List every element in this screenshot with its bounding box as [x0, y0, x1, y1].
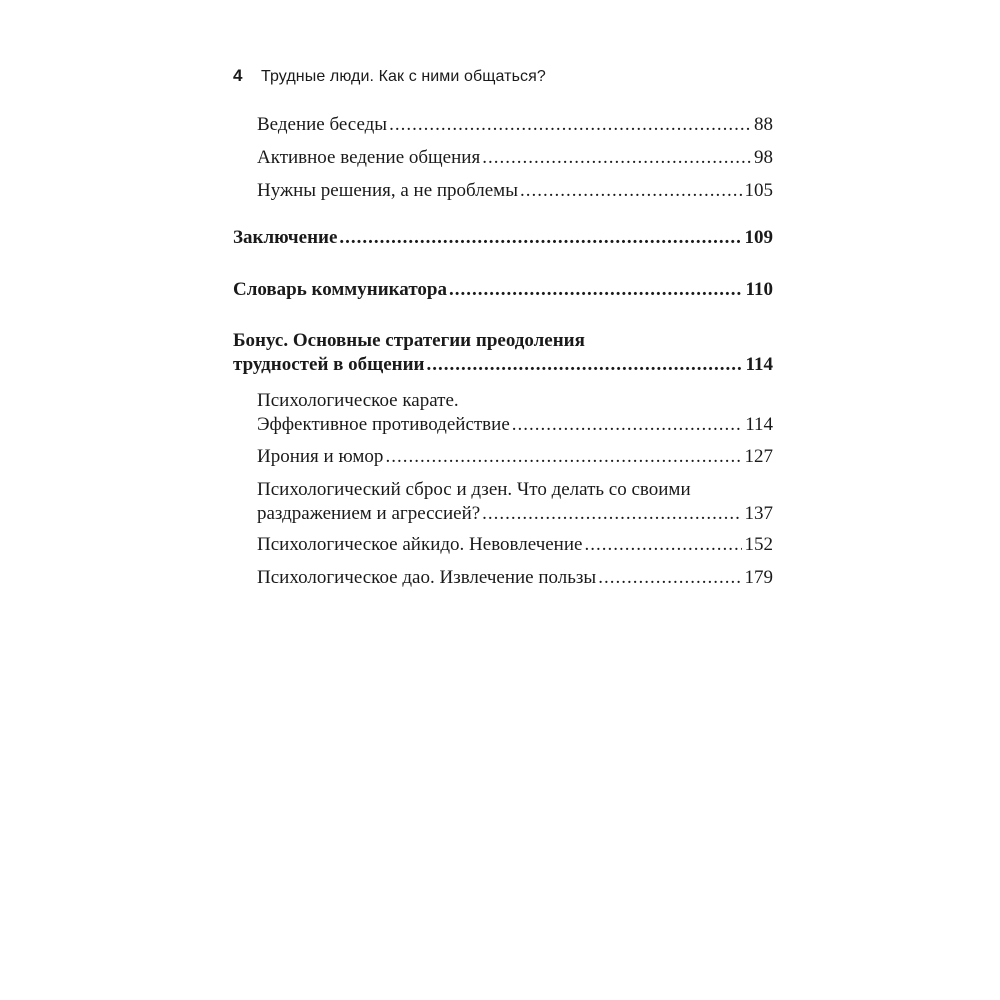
dot-leader	[449, 278, 743, 302]
toc-entry-title: Ведение беседы	[257, 114, 388, 135]
toc-entry-zaklyuchenie	[233, 226, 773, 250]
dot-leader	[598, 566, 741, 590]
page-number: 4	[233, 66, 243, 85]
book-title: Трудные люди. Как с ними общаться?	[261, 68, 546, 85]
toc-entry-title: Словарь коммуникатора	[233, 279, 447, 300]
toc-entry-title: Заключение	[233, 227, 338, 248]
dot-leader	[482, 146, 751, 170]
toc-entry-page: 152	[744, 534, 773, 555]
toc-entry-title-line-1: Психологический сброс и дзен. Что делать со своими	[257, 479, 691, 500]
toc-entry-page: 127	[744, 446, 773, 467]
toc-entry-title: Ирония и юмор	[257, 446, 384, 467]
toc-entry-title-line-2: Эффективное противодействие	[257, 414, 510, 435]
toc-entry-page: 110	[745, 279, 773, 300]
running-head	[233, 66, 546, 88]
toc-entry-vedenie-besedy	[257, 113, 773, 137]
toc-entry-dao	[257, 566, 773, 590]
dot-leader	[482, 502, 741, 526]
toc-entry-sbros-i-dzen	[257, 478, 773, 526]
toc-entry-title: Психологическое айкидо. Невовлечение	[257, 534, 583, 555]
toc-entry-title-line-2: раздражением и агрессией?	[257, 503, 481, 524]
toc-entry-title: Психологическое дао. Извлечение пользы	[257, 567, 597, 588]
toc-entry-title-line-2: трудностей в общении	[233, 354, 425, 375]
toc-entry-title: Нужны решения, а не проблемы	[257, 180, 518, 201]
toc-entry-page: 88	[754, 114, 773, 135]
toc-entry-karate	[257, 389, 773, 437]
toc-entry-page: 98	[754, 147, 773, 168]
toc-entry-page: 109	[744, 227, 773, 248]
toc-entry-page: 105	[744, 180, 773, 201]
dot-leader	[520, 179, 742, 203]
toc-entry-slovar	[233, 278, 773, 302]
toc-entry-title: Активное ведение общения	[257, 147, 481, 168]
dot-leader	[389, 113, 751, 137]
dot-leader	[426, 353, 742, 377]
toc-entry-aikido	[257, 533, 773, 557]
dot-leader	[584, 533, 741, 557]
toc-entry-nuzhny-resheniya	[257, 179, 773, 203]
toc-entry-title-line-1: Психологическое карате.	[257, 390, 459, 411]
toc-entry-aktivnoe-vedenie	[257, 146, 773, 170]
dot-leader	[512, 413, 742, 437]
dot-leader	[385, 445, 741, 469]
toc-entry-page: 114	[745, 354, 773, 375]
toc-entry-page: 179	[744, 567, 773, 588]
toc-entry-bonus	[233, 329, 773, 377]
toc-entry-ironiya	[257, 445, 773, 469]
toc-entry-page: 137	[744, 503, 773, 524]
toc-entry-title-line-1: Бонус. Основные стратегии преодоления	[233, 330, 585, 351]
dot-leader	[339, 226, 741, 250]
toc-entry-page: 114	[745, 414, 773, 435]
